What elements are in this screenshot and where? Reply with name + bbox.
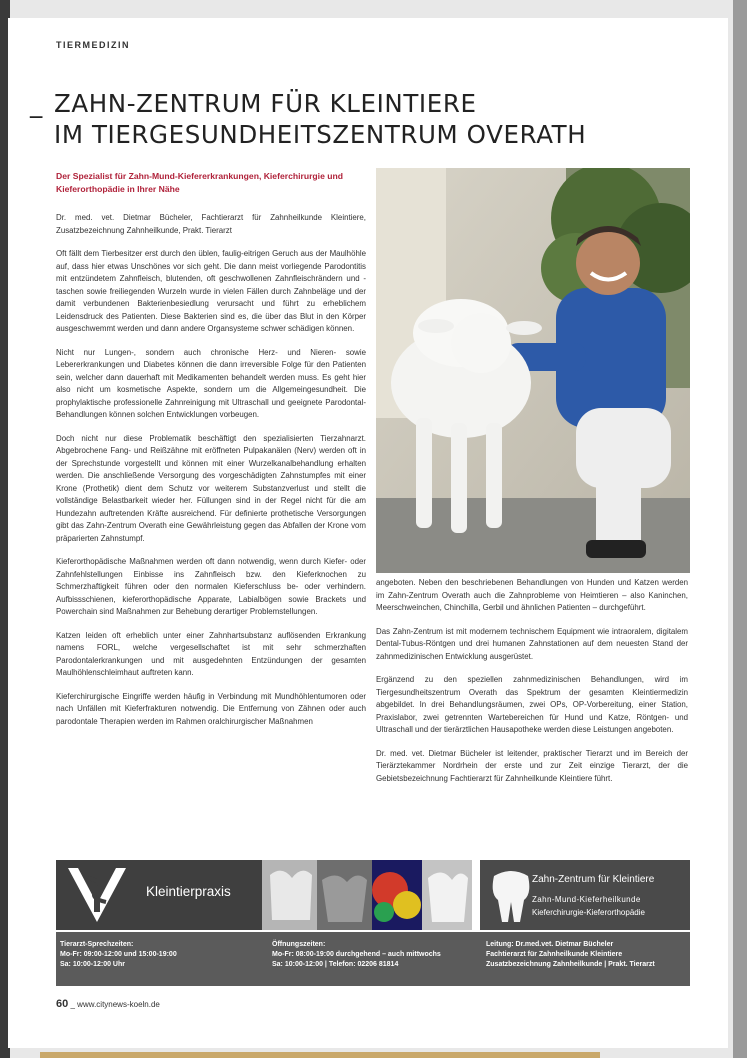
paragraph: Kieferorthopädische Maßnahmen werden oft dann notwendig, wenn durch Kiefer- oder Zahnfehlstellungen Einbisse ins Zahnfleisch bzw. den Kieferknochen zu Schmerzhaftigkeit führen oder den normalen Kieferschluss be- oder verhindern. Aufbissschienen, kieferorthopädische Apparate, Labialbögen sowie Brackets und Powerchain sind Maßnahmen zur Behebung derartiger Problemstellungen. xyxy=(56,557,366,616)
vet-photo xyxy=(376,168,690,573)
article-subtitle: Der Spezialist für Zahn-Mund-Kiefererkrankungen, Kieferchirurgie und Kieferorthopädie in Ihrer Nähe xyxy=(56,171,343,194)
management-line: Zusatzbezeichnung Zahnheilkunde | Prakt. Tierarzt xyxy=(486,961,655,968)
opening-hours-box xyxy=(262,932,480,986)
opening-hours-line: Sa: 10:00-12:00 | Telefon: 02206 81814 xyxy=(272,961,399,968)
management-line: Fachtierarzt für Zahnheilkunde Kleintiere xyxy=(486,951,623,958)
author-line: Dr. med. vet. Dietmar Bücheler, Fachtierarzt für Zahnheilkunde Kleintiere, Zusatzbezeichnung Zahnheilkunde, Prakt. Tierarzt xyxy=(56,213,366,235)
kleintierpraxis-banner xyxy=(56,860,262,930)
paragraph: Kieferchirurgische Eingriffe werden häufig in Verbindung mit Mundhöhlentumoren oder nach Unfällen mit Kieferfrakturen notwendig. Die Entfernung von Zähnen oder auch parodontale Therapien werden im Rahmen oralchirurgischer Maßnahmen xyxy=(56,691,366,726)
zahn-zentrum-title: Zahn-Zentrum für Kleintiere xyxy=(532,874,655,885)
office-hours-heading: Tierarzt-Sprechzeiten: xyxy=(60,941,134,948)
opening-hours-heading: Öffnungszeiten: xyxy=(272,941,326,948)
title-line-2: IM TIERGESUNDHEITSZENTRUM OVERATH xyxy=(54,120,587,149)
paragraph: Das Zahn-Zentrum ist mit modernem technischem Equipment wie intraoralem, digitalem Dental-Tubus-Röntgen und drei humanen Zahnstationen auf dem neuesten Stand der zahnmedizinischen Entwicklung ausgerüstet. xyxy=(376,626,688,661)
page-right-edge xyxy=(733,0,747,1058)
paragraph: Ergänzend zu den speziellen zahnmedizinischen Behandlungen, wird im Tiergesundheitszentrum Overath das Spektrum der gesamten Kleintiermedizin abgebildet. In drei Behandlungsräumen, zwei OPs, OP-Vorbereitung, einer Station, Praxislabor, zwei getrennten Wartebereichen für Hund und Katze, Röntgen- und Ultraschall und der tierärztlichen Hausapotheke werden diese Leistungen angeboten. xyxy=(376,675,688,734)
article-column-left xyxy=(56,212,366,739)
article-column-right xyxy=(376,577,688,796)
opening-hours-line: Mo-Fr: 08:00-19:00 durchgehend – auch mittwochs xyxy=(272,951,441,958)
management-line: Leitung: Dr.med.vet. Dietmar Bücheler xyxy=(486,941,614,948)
paragraph: Katzen leiden oft erheblich unter einer Zahnhartsubstanz auflösenden Erkrankung namens FORL, welche vergesellschaftet ist mit sehr schmerzhaften Parodontalerkrankungen und mit ausgedehnten Entzündungen der gesamten Maulhöhlenschleimhaut auftreten kann. xyxy=(56,630,366,677)
paragraph: Dr. med. vet. Dietmar Bücheler ist leitender, praktischer Tierarzt und im Bereich der Tierärztekammer Nordrhein der erste und zur Zeit einzige Tierarzt, der die Gebietsbezeichnung Fachtierarzt für Zahnheilkunde Kleintiere führt. xyxy=(376,748,688,783)
page-footer xyxy=(56,998,160,1010)
paragraph: Doch nicht nur diese Problematik beschäftigt den spezialisierten Tierzahnarzt. Abgebrochene Fang- und Reißzähne mit eröffneten Pulpakanälen (Nerv) werden oft in der Sprechstunde vorgestellt und können mit einer Wurzelkanalbehandlung erhalten werden. Die anschließende Versorgung des vorgeschädigten Zahnstumpfes mit einer Krone (Prothetik) dient dem Schutz vor weiterem Substanzverlust und stellt die vollständige Belastbarkeit wieder her. Füllungen sind in der Regel nicht für die am Hundezahn auftretenden Kräfte ausreichend. Für definierte prothetische Versorgungen gibt das Zahn-Zentrum Overath eine Gewährleistung gegen das Abfallen der Krone vom präparierten Zahnstumpf. xyxy=(56,433,366,543)
caduceus-logo-icon xyxy=(62,860,132,930)
article-title xyxy=(30,88,680,150)
section-label: TIERMEDIZIN xyxy=(56,40,130,50)
title-dash: _ xyxy=(30,89,43,118)
xray-images-banner xyxy=(262,860,472,930)
tooth-logo-icon xyxy=(486,866,536,926)
office-hours-line: Mo-Fr: 09:00-12:00 und 15:00-19:00 xyxy=(60,951,177,958)
zahn-zentrum-subtitle-2: Kieferchirurgie-Kieferorthopädie xyxy=(532,908,645,917)
title-line-1: ZAHN-ZENTRUM FÜR KLEINTIERE xyxy=(54,89,477,118)
paragraph: Nicht nur Lungen-, sondern auch chronische Herz- und Nieren- sowie Lebererkrankungen und Diabetes können die dann irreversible Folge für den Patienten sein, welcher dann dauerhaft mit Medikamenten behandelt werden muss. Es geht hier also nicht um kosmetische Aspekte, sondern um die Allgemeingesundheit. Die prophylaktische professionelle Zahnreinigung mit Ultraschall und geeignete Parodontal-Behandlungen können solchen Entwicklungen vorbeugen. xyxy=(56,347,366,419)
zahn-zentrum-banner xyxy=(480,860,690,930)
management-box xyxy=(480,932,690,986)
page-number: 60 xyxy=(56,998,69,1010)
footer-separator: _ xyxy=(70,1000,75,1009)
zahn-zentrum-subtitle-1: Zahn-Mund-Kieferheilkunde xyxy=(532,895,641,904)
dental-xray-images xyxy=(262,860,472,930)
paragraph: angeboten. Neben den beschriebenen Behandlungen von Hunden und Katzen werden im Zahn-Zentrum Overath auch die Zahnprobleme von Heimtieren – also Kaninchen, Meerschweinchen, Chinchilla, Gerbil und ähnlichen Patienten – durchgeführt. xyxy=(376,578,688,612)
vet-with-sheep-illustration xyxy=(376,168,690,573)
paragraph: Oft fällt dem Tierbesitzer erst durch den üblen, faulig-eitrigen Geruch aus der Maulhöhle auf, dass hier etwas Unschönes vor sich geht. Die dann meist vorliegende Parodontitis mit entzündetem Zahnfleisch, blutenden, oft geschwollenen Zahnfleischrändern und -taschen sowie freiliegenden Wurzeln wurde in vielen Fällen durch Zahnbeläge und der damit verbundenen Bakterienbesiedlung verursacht und führt zu erheblichem Leidensdruck des Patienten. Diese Bakterien sind es, die über das Blut in den Körper ausgeschwemmt werden und dann andere Organsysteme schwer schädigen können. xyxy=(56,249,366,333)
footer-url[interactable]: www.citynews-koeln.de xyxy=(77,1000,160,1009)
kleintierpraxis-label: Kleintierpraxis xyxy=(146,884,231,899)
office-hours-box xyxy=(56,932,262,986)
bottom-edge-strip xyxy=(40,1052,600,1058)
office-hours-line: Sa: 10:00-12:00 Uhr xyxy=(60,961,125,968)
